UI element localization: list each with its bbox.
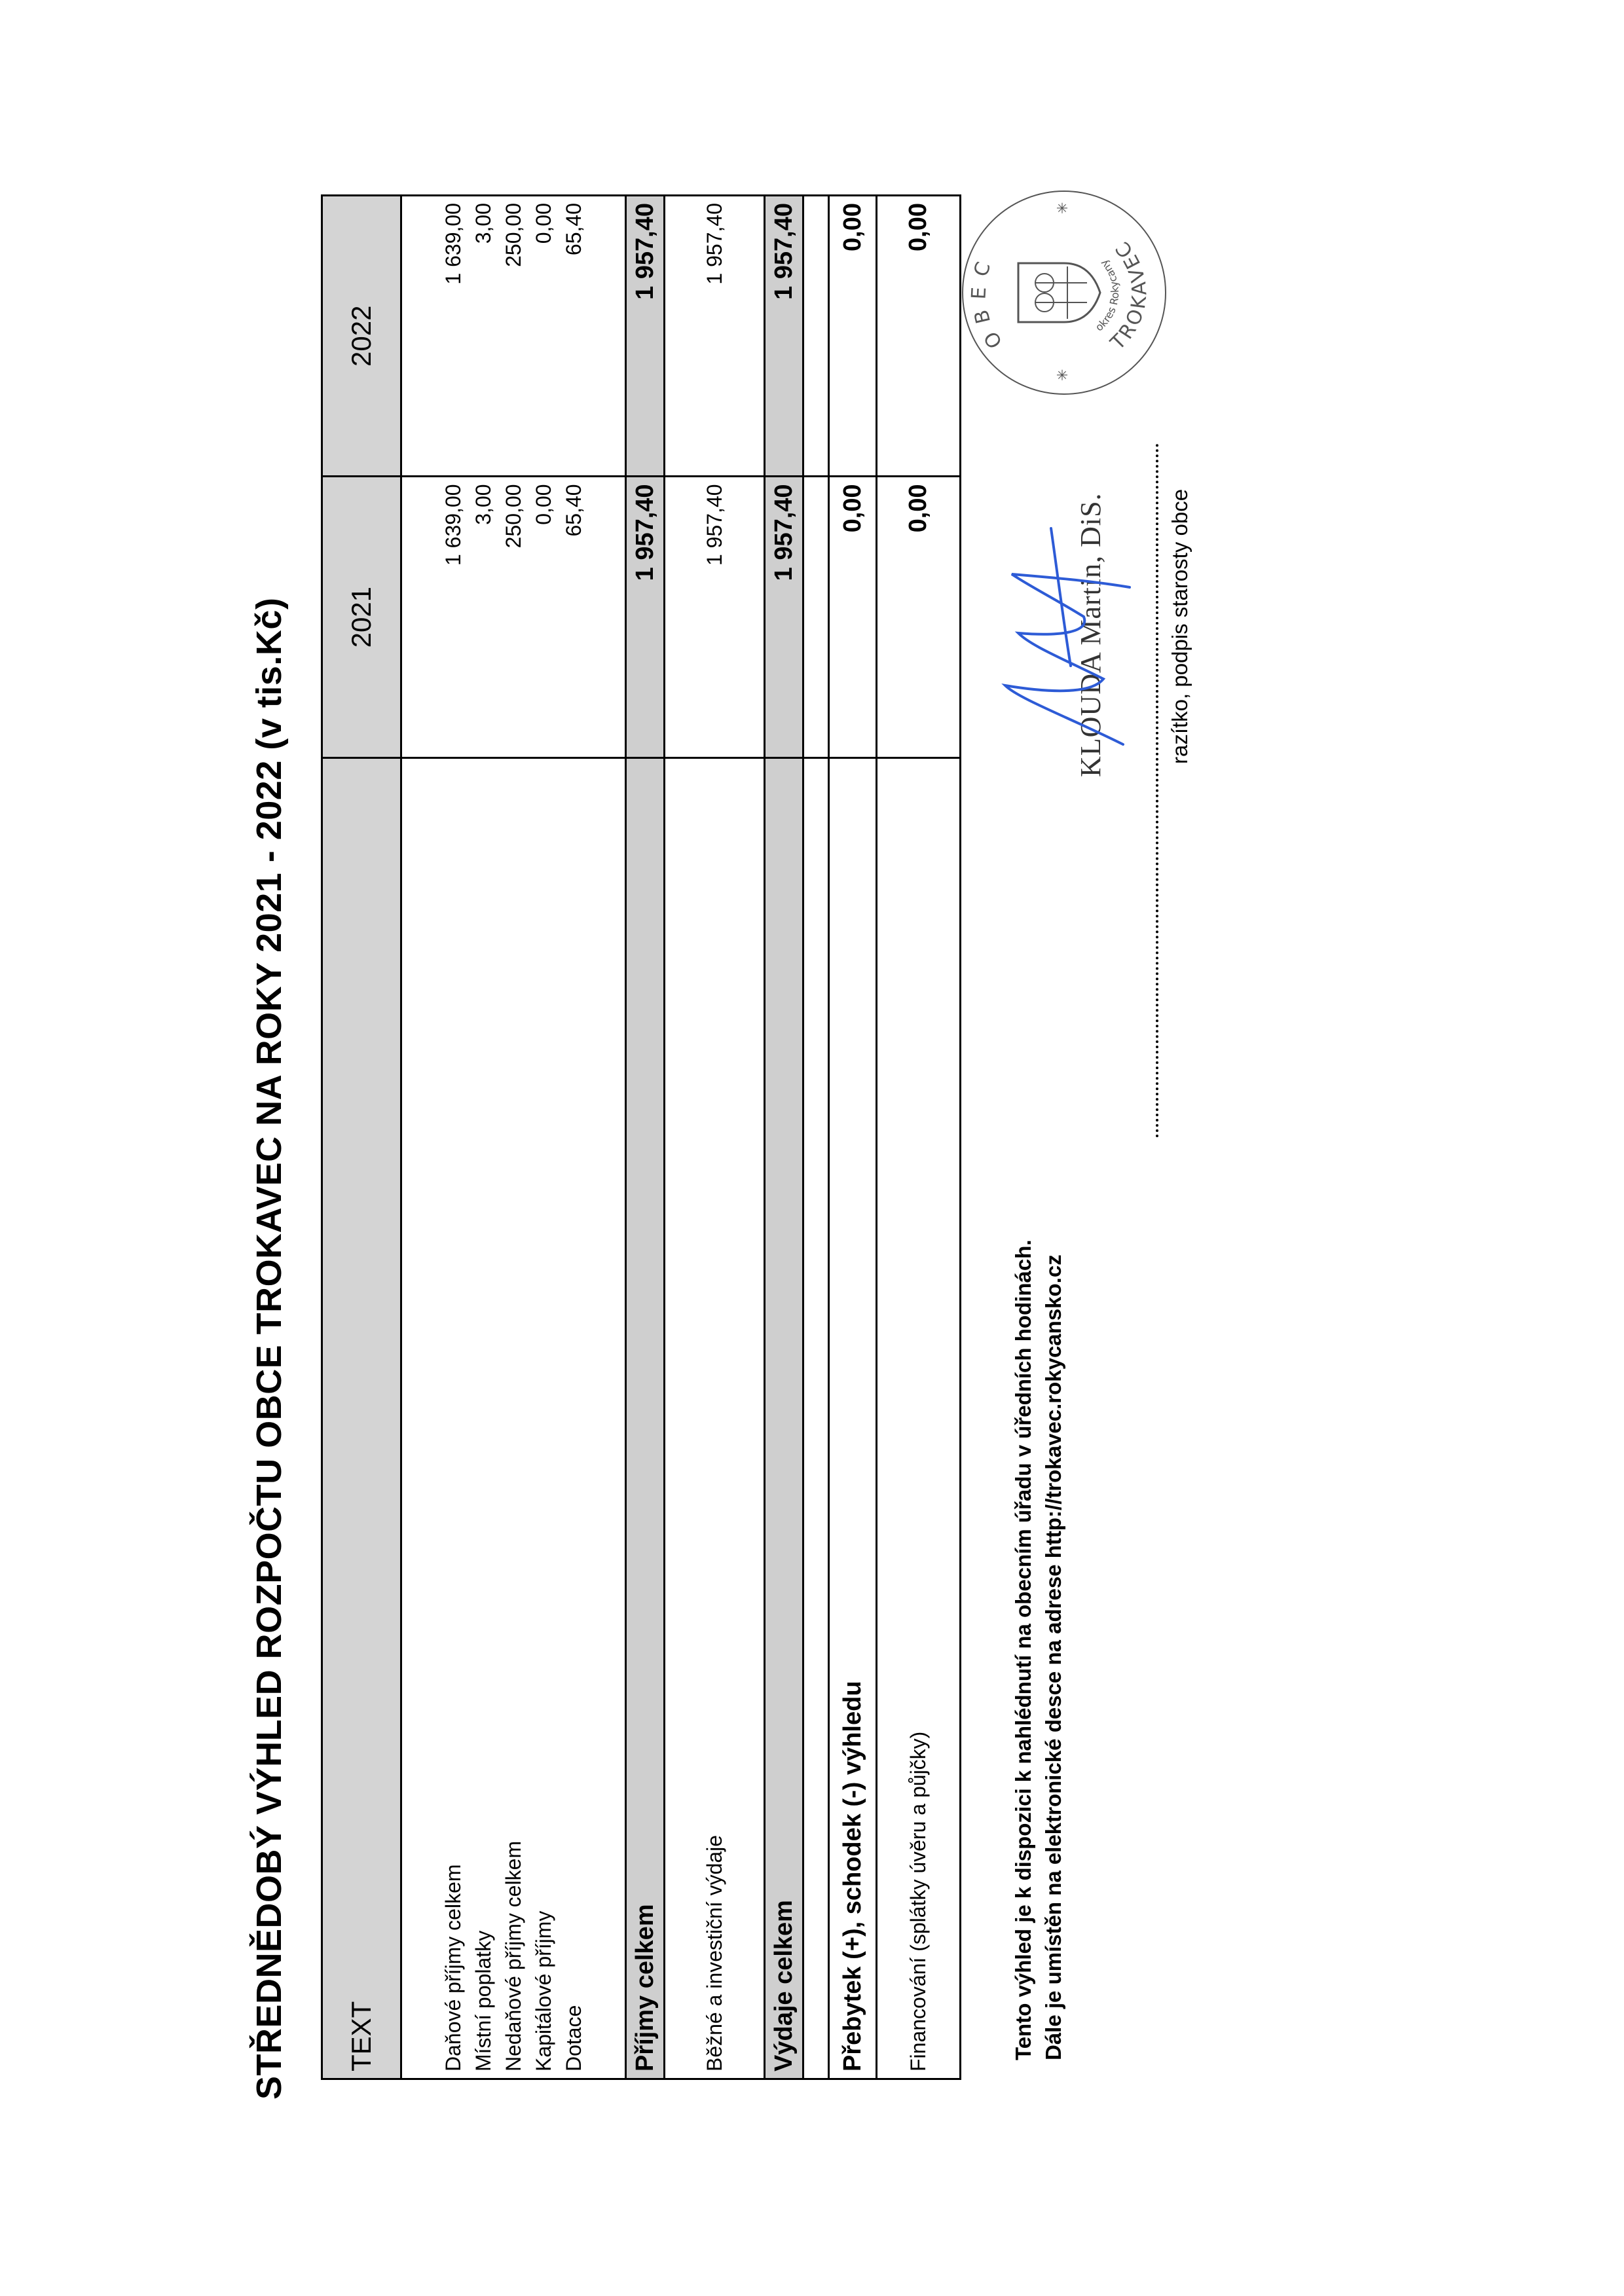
expense-item-row (665, 196, 765, 2079)
expense-total-2021: 1 957,40 (765, 477, 803, 757)
income-label: Místní poplatky (471, 1930, 495, 2071)
expense-total-row (765, 196, 803, 2079)
expense-item-label: Běžné a investiční výdaje (665, 757, 765, 2079)
handwritten-signature (992, 509, 1143, 757)
expense-item-2021: 1 957,40 (665, 477, 765, 757)
income-value-2022: 65,40 (562, 203, 585, 256)
balance-row (829, 196, 877, 2079)
signature-label: razítko, podpis starosty obce (1168, 488, 1192, 764)
signer-name: KLOUDA Martin, DiS. (1075, 492, 1107, 777)
balance-2021: 0,00 (829, 477, 877, 757)
income-total-2022: 1 957,40 (626, 196, 665, 477)
expense-total-label: Výdaje celkem (765, 757, 803, 2079)
svg-text:OBEC: OBEC (967, 250, 1008, 353)
income-total-label: Příjmy celkem (626, 757, 665, 2079)
income-items-2021 (401, 477, 626, 757)
balance-label: Přebytek (+), schodek (-) výhledu (829, 757, 877, 2079)
municipal-stamp (956, 185, 1172, 401)
financing-2022: 0,00 (877, 196, 961, 477)
note-line-1: Tento výhled je k dispozici k nahlédnutí na obecním úřadu v úředních hodinách. (1011, 1239, 1035, 2060)
header-text: TEXT (322, 757, 401, 2079)
signature-line (1156, 443, 1158, 1137)
table-header-row (322, 196, 401, 2079)
income-value-2022: 0,00 (532, 203, 555, 244)
note-line-2: Dále je umístěn na elektronické desce na adrese http://trokavec.rokycansko.cz (1041, 1254, 1065, 2060)
financing-label: Financování (splátky úvěru a půjčky) (877, 757, 961, 2079)
svg-text:✳: ✳ (1054, 369, 1071, 381)
income-value-2021: 3,00 (471, 484, 495, 525)
income-total-row (626, 196, 665, 2079)
income-value-2022: 3,00 (471, 203, 495, 244)
availability-note (1008, 1239, 1069, 2060)
document-title: STŘEDNĚDOBÝ VÝHLED ROZPOČTU OBCE TROKAVEC NA ROKY 2021 - 2022 (v tis.Kč) (249, 597, 289, 2100)
income-value-2022: 250,00 (502, 203, 525, 267)
income-items-labels (401, 757, 626, 2079)
income-total-2021: 1 957,40 (626, 477, 665, 757)
svg-text:✳: ✳ (1054, 202, 1071, 214)
income-value-2022: 1 639,00 (441, 203, 465, 285)
header-2021: 2021 (322, 477, 401, 757)
expense-total-2022: 1 957,40 (765, 196, 803, 477)
income-items-row (401, 196, 626, 2079)
budget-table (321, 194, 961, 2080)
income-label: Nedaňové příjmy celkem (502, 1840, 525, 2071)
svg-text:okres Rokycany: okres Rokycany (1093, 257, 1122, 334)
balance-2022: 0,00 (829, 196, 877, 477)
header-2022: 2022 (322, 196, 401, 477)
expense-item-2022: 1 957,40 (665, 196, 765, 477)
income-value-2021: 1 639,00 (441, 484, 465, 566)
income-value-2021: 0,00 (532, 484, 555, 525)
income-value-2021: 250,00 (502, 484, 525, 549)
income-label: Daňové příjmy celkem (441, 1864, 465, 2071)
spacer-row (803, 196, 829, 2079)
income-value-2021: 65,40 (562, 484, 585, 537)
income-label: Dotace (562, 2005, 585, 2071)
financing-2021: 0,00 (877, 477, 961, 757)
svg-text:TROKAVEC: TROKAVEC (1106, 234, 1152, 355)
financing-row (877, 196, 961, 2079)
income-label: Kapitálové příjmy (532, 1910, 555, 2071)
income-items-2022 (401, 196, 626, 477)
